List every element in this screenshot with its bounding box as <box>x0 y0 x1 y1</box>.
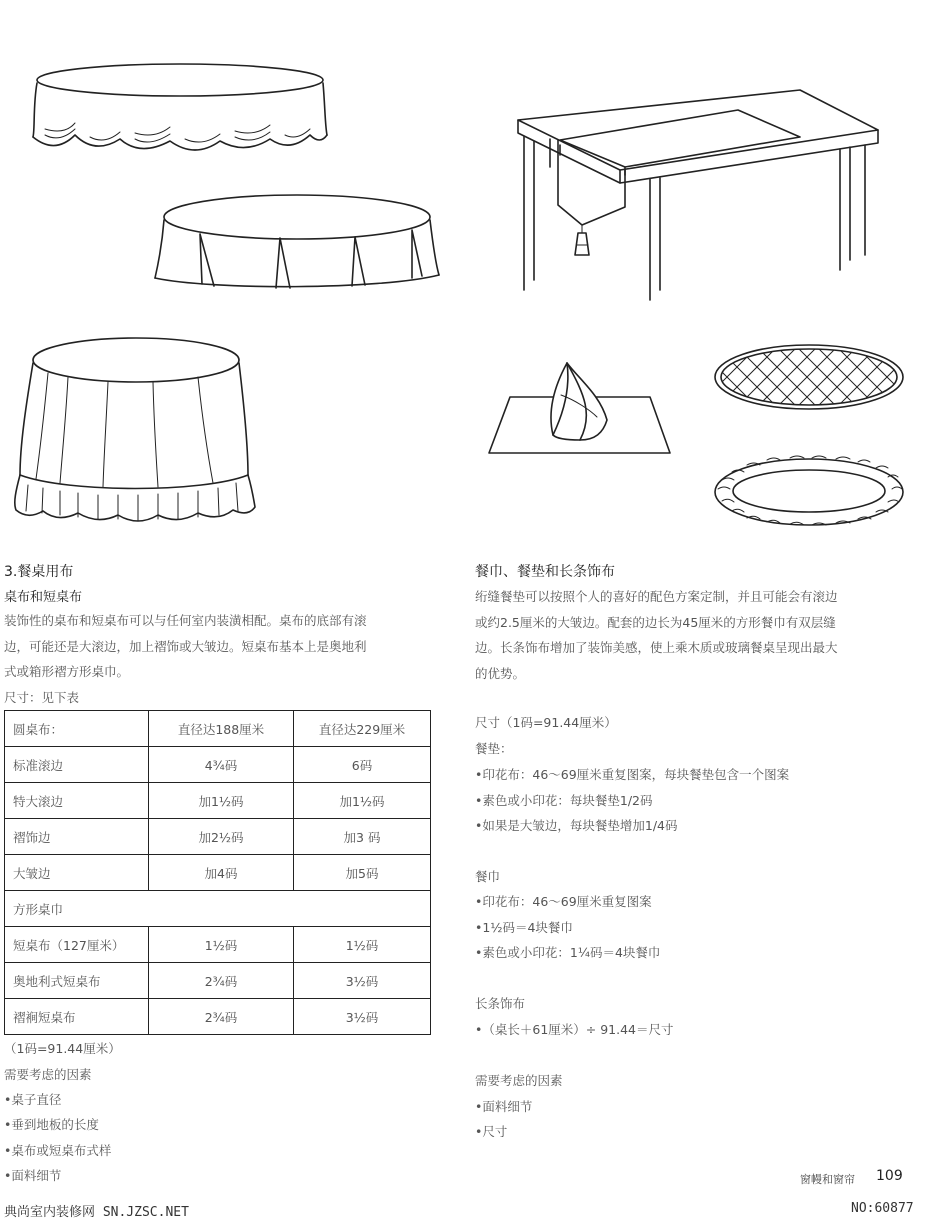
table-cell: 直径达188厘米 <box>149 711 294 747</box>
watermark-left: 典尚室内装修网 SN.JZSC.NET <box>4 1205 189 1220</box>
table-row <box>5 927 431 963</box>
tablecloth-size-table <box>4 710 431 1035</box>
table-cell: 褶裥短桌布 <box>5 999 149 1035</box>
table-cell: 6码 <box>294 747 431 783</box>
table-runner-illustration <box>510 75 885 305</box>
table-row <box>5 783 431 819</box>
paragraph-line: 式或箱形褶方形桌巾。 <box>4 664 130 679</box>
subsection-title-tablecloths: 桌布和短桌布 <box>4 590 83 605</box>
placemat-item: •印花布：46～69厘米重复图案，每块餐垫包含一个图案 <box>475 767 790 782</box>
footer-section-name: 窗幔和窗帘 <box>800 1173 855 1186</box>
table-row <box>5 819 431 855</box>
paragraph-line: 绗缝餐垫可以按照个人的喜好的配色方案定制，并且可能会有滚边 <box>475 589 838 604</box>
paragraph-line: 边，可能还是大滚边，加上褶饰或大皱边。短桌布基本上是奥地利 <box>4 638 367 654</box>
ruffled-placemat-illustration <box>712 455 907 530</box>
table-cell: 奥地利式短桌布 <box>5 963 149 999</box>
table-cell: 圆桌布： <box>5 711 149 747</box>
table-cell: 加5码 <box>294 855 431 891</box>
page-number: 109 <box>876 1168 903 1184</box>
napkin-paragraph <box>475 584 920 686</box>
table-cell: 1½码 <box>294 927 431 963</box>
table-cell: 加1½码 <box>294 783 431 819</box>
table-cell: 3½码 <box>294 963 431 999</box>
pleated-tablecloth-illustration <box>150 190 445 295</box>
table-row <box>5 855 431 891</box>
table-cell: 褶饰边 <box>5 819 149 855</box>
table-cell: 特大滚边 <box>5 783 149 819</box>
runner-item: •（桌长＋61厘米）÷ 91.44＝尺寸 <box>475 1022 674 1037</box>
table-cell: 直径达229厘米 <box>294 711 431 747</box>
napkin-title: 餐巾 <box>475 869 501 884</box>
quilted-placemat-illustration <box>712 342 907 412</box>
napkin-item: •素色或小印花：1¼码＝4块餐巾 <box>475 945 661 960</box>
table-cell: 3½码 <box>294 999 431 1035</box>
factor-item: •桌子直径 <box>4 1092 62 1107</box>
table-section-label: 方形桌巾 <box>5 891 431 927</box>
paragraph-line: 装饰性的桌布和短桌布可以与任何室内装潢相配。桌布的底部有滚 <box>4 613 367 628</box>
right-size-label: 尺寸（1码=91.44厘米） <box>475 715 617 730</box>
section-title-napkins: 餐巾、餐垫和长条饰布 <box>475 564 615 580</box>
napkin-item: •1½码＝4块餐巾 <box>475 920 573 935</box>
table-cell: 加4码 <box>149 855 294 891</box>
napkin-placemat-illustration <box>485 355 675 460</box>
tablecloth-paragraph <box>4 608 444 685</box>
table-section-row <box>5 891 431 927</box>
table-cell: 1½码 <box>149 927 294 963</box>
placemat-item: •如果是大皱边，每块餐垫增加1/4码 <box>475 818 678 833</box>
table-cell: 2¾码 <box>149 999 294 1035</box>
table-cell: 4¾码 <box>149 747 294 783</box>
section-title-table-linens: 3.餐桌用布 <box>4 564 74 580</box>
table-cell: 加1½码 <box>149 783 294 819</box>
table-cell: 大皱边 <box>5 855 149 891</box>
watermark-right: NO:60877 <box>851 1201 914 1216</box>
paragraph-line: 或约2.5厘米的大皱边。配套的边长为45厘米的方形餐巾有双层缝 <box>475 614 836 630</box>
size-label: 尺寸：见下表 <box>4 690 80 705</box>
paragraph-line: 的优势。 <box>475 665 526 681</box>
table-row <box>5 999 431 1035</box>
factor-item: •面料细节 <box>4 1168 62 1183</box>
napkin-item: •印花布：46～69厘米重复图案 <box>475 894 652 909</box>
right-factors-title: 需要考虑的因素 <box>475 1073 563 1088</box>
factor-item: •桌布或短桌布式样 <box>4 1143 112 1158</box>
table-cell: 2¾码 <box>149 963 294 999</box>
right-factor-item: •尺寸 <box>475 1124 508 1139</box>
factor-item: •垂到地板的长度 <box>4 1117 99 1132</box>
factors-title: 需要考虑的因素 <box>4 1067 92 1082</box>
table-cell: 短桌布（127厘米） <box>5 927 149 963</box>
scalloped-tablecloth-illustration <box>25 55 335 180</box>
placemat-title: 餐垫： <box>475 741 513 756</box>
table-cell: 加2½码 <box>149 819 294 855</box>
table-cell: 加3 码 <box>294 819 431 855</box>
table-row <box>5 747 431 783</box>
paragraph-line: 边。长条饰布增加了装饰美感，使上乘木质或玻璃餐桌呈现出最大 <box>475 640 838 655</box>
table-header-row <box>5 711 431 747</box>
placemat-item: •素色或小印花：每块餐垫1/2码 <box>475 793 653 808</box>
right-factor-item: •面料细节 <box>475 1099 533 1114</box>
ruffled-tablecloth-illustration <box>8 325 263 535</box>
table-note: （1码=91.44厘米） <box>4 1041 121 1056</box>
runner-title: 长条饰布 <box>475 996 526 1011</box>
table-cell: 标准滚边 <box>5 747 149 783</box>
table-row <box>5 963 431 999</box>
